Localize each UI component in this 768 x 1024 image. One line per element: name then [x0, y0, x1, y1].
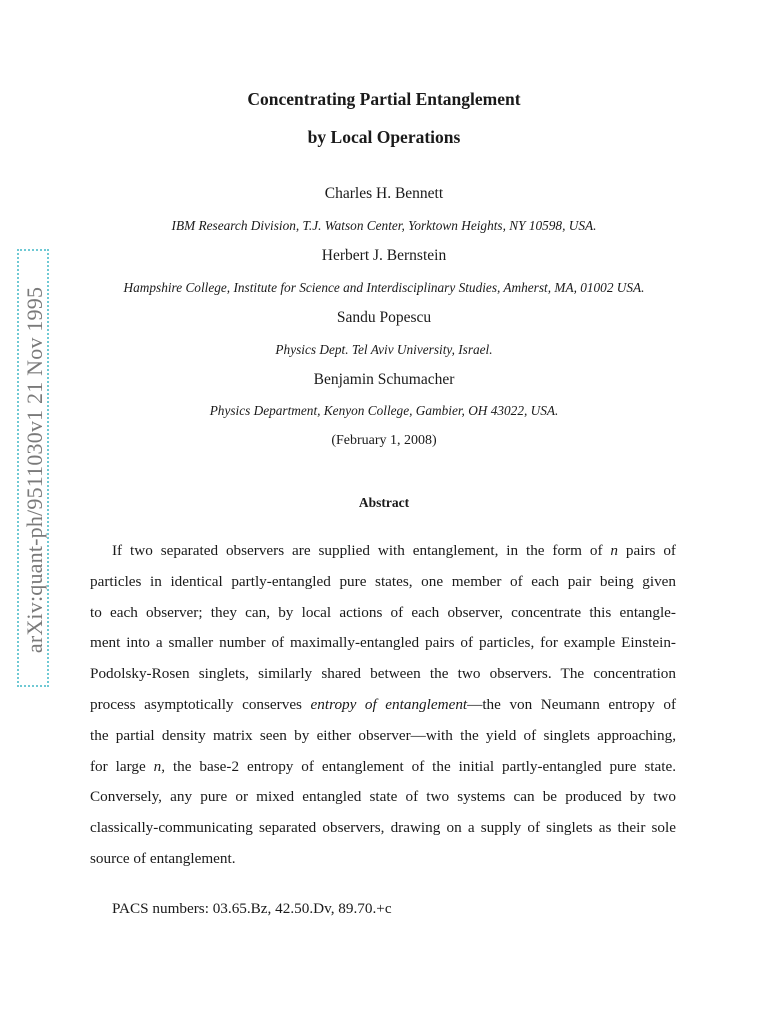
- abstract-line: classically-communicating separated observers, drawing on a supply of singlets as their sole: [90, 819, 676, 837]
- author-affiliation: Physics Department, Kenyon College, Gambier, OH 43022, USA.: [209, 403, 559, 418]
- author-name: Charles H. Bennett: [324, 185, 444, 202]
- author-name: Benjamin Schumacher: [313, 371, 455, 388]
- paper-title-line-2: by Local Operations: [307, 127, 461, 147]
- abstract-line: source of entanglement.: [90, 849, 236, 867]
- pacs-numbers: PACS numbers: 03.65.Bz, 42.50.Dv, 89.70.+c: [112, 900, 392, 917]
- abstract-line: process asymptotically conserves entropy of entanglement—the von Neumann entropy of: [90, 695, 676, 713]
- arxiv-identifier: arXiv:quant-ph/9511030v1 21 Nov 1995: [22, 286, 47, 654]
- abstract-body: [90, 536, 676, 875]
- author-affiliation: IBM Research Division, T.J. Watson Center, Yorktown Heights, NY 10598, USA.: [171, 218, 597, 233]
- author-affiliation: Hampshire College, Institute for Science and Interdisciplinary Studies, Amherst, MA, 01002 USA.: [123, 280, 645, 295]
- paper-date: (February 1, 2008): [331, 433, 437, 448]
- author-affiliation: Physics Dept. Tel Aviv University, Israel.: [275, 342, 493, 357]
- abstract-line: Podolsky-Rosen singlets, similarly shared between the two observers. The concentration: [90, 665, 676, 683]
- paper-title-line-1: Concentrating Partial Entanglement: [247, 89, 521, 109]
- abstract-heading: Abstract: [358, 495, 410, 510]
- abstract-line: particles in identical partly-entangled pure states, one member of each pair being given: [90, 572, 676, 590]
- abstract-line: If two separated observers are supplied with entanglement, in the form of n pairs of: [112, 542, 676, 559]
- abstract-line: to each observer; they can, by local actions of each observer, concentrate this entangle-: [90, 603, 676, 621]
- abstract-line: Conversely, any pure or mixed entangled state of two systems can be produced by two: [90, 788, 676, 806]
- abstract-line: ment into a smaller number of maximally-entangled pairs of particles, for example Einstein-: [90, 634, 676, 652]
- abstract-line: for large n, the base-2 entropy of entanglement of the initial partly-entangled pure state.: [90, 757, 676, 775]
- author-name: Herbert J. Bernstein: [321, 247, 447, 264]
- author-name: Sandu Popescu: [336, 309, 432, 326]
- abstract-line: the partial density matrix seen by either observer—with the yield of singlets approaching,: [90, 726, 676, 744]
